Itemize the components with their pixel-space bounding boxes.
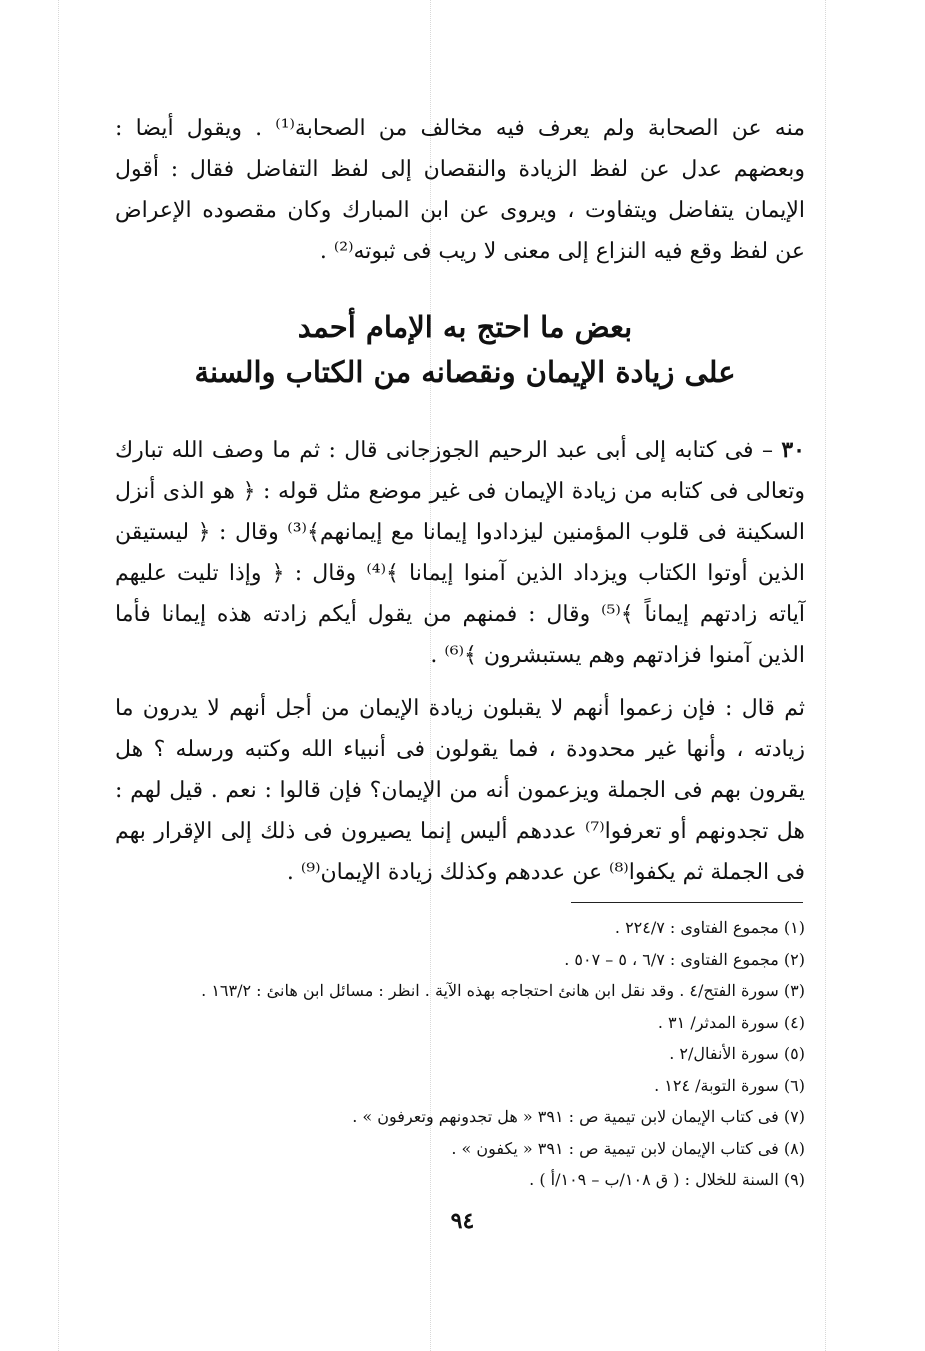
footnote-8: (٨) فى كتاب الإيمان لابن تيمية ص : ٣٩١ « يكفون » .: [451, 1138, 805, 1158]
paragraph-intro: منه عن الصحابة ولم يعرف فيه مخالف من الصحابة⁽¹⁾ . ويقول أيضا : وبعضهم عدل عن لفظ الزيادة والنقصان إلى لفظ التفاضل فقال : أقول الإيمان يتفاضل ويتفاوت ، ويروى عن ابن المبارك وكان مقصوده الإعراض عن لفظ وقع فيه النزاع إلى معنى لا ريب فى ثبوته⁽²⁾ .: [115, 116, 805, 264]
item-number: ٣٠: [781, 437, 805, 463]
section-heading-line2: على زيادة الإيمان ونقصانه من الكتاب والسنة: [194, 355, 736, 389]
footnotes: [85, 912, 805, 1196]
section-heading-line1: بعض ما احتج به الإمام أحمد: [297, 310, 633, 344]
page-number: ٩٤: [450, 1208, 475, 1234]
footnote-1: (١) مجموع الفتاوى : ٢٢٤/٧ .: [614, 918, 805, 937]
footnote-9: (٩) السنة للخلال : ( ق ١٠٨/ب – ١٠٩/أ ) .: [529, 1170, 805, 1189]
footnote-2: (٢) مجموع الفتاوى : ٦/٧ ، ٥ – ٥٠٧ .: [564, 949, 805, 969]
paragraph-argument: ثم قال : فإن زعموا أنهم لا يقبلون زيادة الإيمان من أجل أنهم لا يدرون ما زيادته ، وأنها غير محدودة ، فما يقولون فى أنبياء الله وكتبه ورسله ؟ هل يقرون بهم فى الجملة ويزعمون أنه من الإيمان؟ فإن قالوا : نعم . قيل لهم : هل تجدونهم أو تعرفوا⁽⁷⁾ عددهم أليس إنما يصيرون فى ذلك إلى الإقرار بهم فى الجملة ثم يكفوا⁽⁸⁾ عن عددهم وكذلك زيادة الإيمان⁽⁹⁾ .: [115, 696, 806, 885]
footnote-3: (٣) سورة الفتح/٤ . وقد نقل ابن هانئ احتجاجه بهذه الآية . انظر : مسائل ابن هانئ : ١٦٣/٢ .: [201, 981, 805, 1000]
scan-guide-line: [58, 0, 59, 1351]
paragraph-item-30: [115, 430, 805, 676]
footnote-separator: [571, 902, 803, 903]
footnote-5: (٥) سورة الأنفال/٢ .: [669, 1044, 805, 1063]
scan-guide-line: [825, 0, 826, 1351]
paragraph-item-30-text: – فى كتابه إلى أبى عبد الرحيم الجوزجانى قال : ثم ما وصف الله تبارك وتعالى فى كتابه من زيادة الإيمان فى غير موضع مثل قوله : ﴿ هو الذى أنزل السكينة فى قلوب المؤمنين ليزدادوا إيمانا مع إيمانهم﴾⁽³⁾ وقال : ﴿ ليستيقن الذين أوتوا الكتاب ويزداد الذين آمنوا إيمانا ﴾⁽⁴⁾ وقال : ﴿ وإذا تليت عليهم آياته زادتهم إيماناً ﴾⁽⁵⁾ وقال : فمنهم من يقول أيكم زادته هذه إيمانا فأما الذين آمنوا فزادتهم وهم يستبشرون ﴾⁽⁶⁾ .: [115, 438, 806, 668]
footnote-6: (٦) سورة التوبة/ ١٢٤ .: [654, 1075, 805, 1095]
footnote-7: (٧) فى كتاب الإيمان لابن تيمية ص : ٣٩١ « هل تجدونهم وتعرفون » .: [352, 1107, 805, 1126]
footnote-4: (٤) سورة المدثر/ ٣١ .: [657, 1012, 805, 1032]
